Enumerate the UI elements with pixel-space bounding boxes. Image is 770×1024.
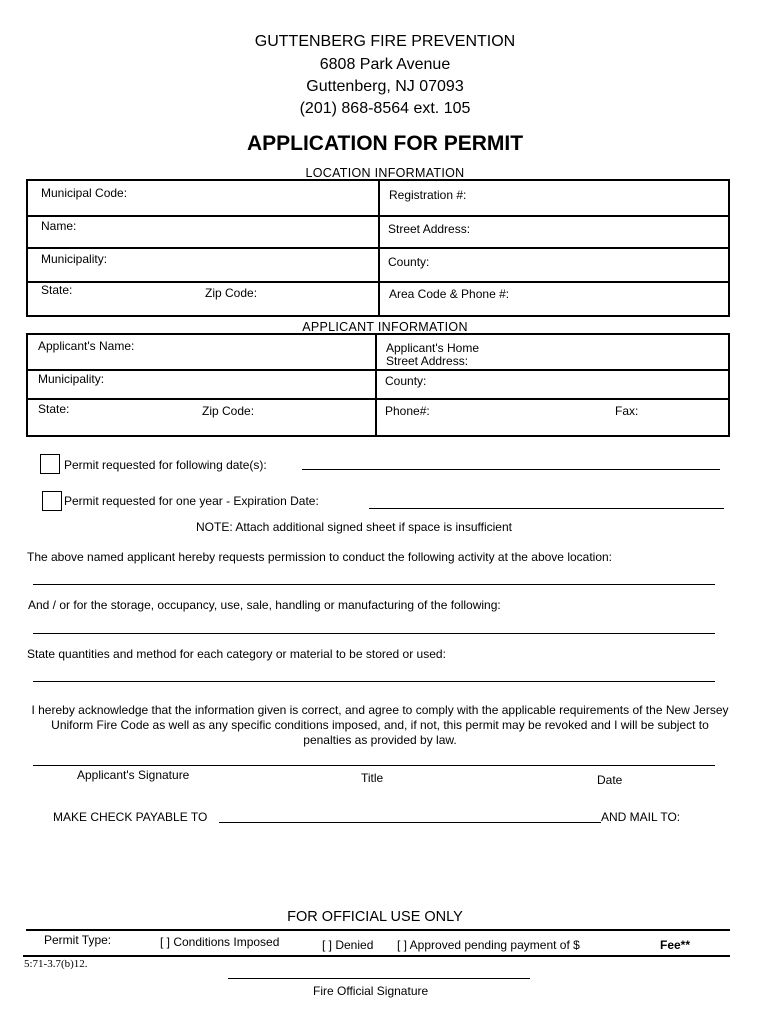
street-address-field[interactable]: Street Address: bbox=[388, 222, 471, 236]
org-address: 6808 Park Avenue bbox=[319, 56, 451, 73]
org-city: Guttenberg, NJ 07093 bbox=[306, 78, 464, 95]
activity-line[interactable] bbox=[33, 584, 715, 585]
municipal-code-field[interactable]: Municipal Code: bbox=[41, 186, 128, 200]
official-top-line bbox=[26, 929, 730, 931]
signature-line[interactable] bbox=[33, 765, 715, 766]
applicant-municipality-field[interactable]: Municipality: bbox=[38, 372, 105, 386]
payable-label: MAKE CHECK PAYABLE TO bbox=[53, 810, 208, 824]
zip-field[interactable]: Zip Code: bbox=[205, 286, 258, 300]
dates-label: Permit requested for following date(s): bbox=[64, 458, 267, 472]
state-field[interactable]: State: bbox=[41, 283, 73, 297]
applicant-phone-field[interactable]: Phone#: bbox=[385, 404, 430, 418]
storage-line[interactable] bbox=[33, 633, 715, 634]
applicant-home-line2: Street Address: bbox=[386, 354, 469, 368]
county-field[interactable]: County: bbox=[388, 255, 430, 269]
applicant-signature-label: Applicant's Signature bbox=[77, 768, 190, 782]
org-phone: (201) 868-8564 ext. 105 bbox=[299, 100, 471, 117]
applicant-divider bbox=[375, 333, 377, 437]
storage-text: And / or for the storage, occupancy, use, sale, handling or manufacturing of the following: bbox=[28, 598, 501, 612]
applicant-home-line1: Applicant's Home bbox=[386, 341, 479, 355]
request-text: The above named applicant hereby requests permission to conduct the following activity at the above location: bbox=[27, 550, 613, 564]
permit-type-label: Permit Type: bbox=[44, 933, 112, 947]
applicant-state-field[interactable]: State: bbox=[38, 402, 70, 416]
date-label: Date bbox=[597, 773, 623, 787]
applicant-heading: APPLICANT INFORMATION bbox=[302, 320, 468, 334]
registration-field[interactable]: Registration #: bbox=[389, 188, 467, 202]
org-name: GUTTENBERG FIRE PREVENTION bbox=[254, 33, 516, 50]
acknowledgement-text: I hereby acknowledge that the information given is correct, and agree to comply with the applicable requirements of the New Jersey Uniform Fire Code as well as any specific conditions imposed, and, if not, this permit may be revoked and I will be subject to penalties as provided by law. bbox=[31, 703, 729, 747]
approved-option[interactable]: [ ] Approved pending payment of $ bbox=[397, 938, 580, 952]
conditions-option[interactable]: [ ] Conditions Imposed bbox=[160, 935, 280, 949]
municipality-field[interactable]: Municipality: bbox=[41, 252, 108, 266]
expiration-line[interactable] bbox=[369, 508, 724, 509]
one-year-label: Permit requested for one year - Expiration Date: bbox=[64, 494, 319, 508]
quantities-text: State quantities and method for each category or material to be stored or used: bbox=[27, 647, 446, 661]
applicant-row-line bbox=[26, 369, 730, 371]
location-row-line bbox=[26, 281, 730, 283]
attach-note: NOTE: Attach additional signed sheet if space is insufficient bbox=[196, 520, 512, 534]
official-bottom-line bbox=[23, 955, 730, 957]
name-field[interactable]: Name: bbox=[41, 219, 77, 233]
fee-label: Fee** bbox=[660, 938, 691, 952]
code-reference: 5:71-3.7(b)12. bbox=[24, 958, 88, 970]
payable-line[interactable] bbox=[219, 822, 601, 823]
applicant-home-address-field[interactable] bbox=[386, 342, 479, 368]
location-row-line bbox=[26, 215, 730, 217]
dates-line[interactable] bbox=[302, 469, 720, 470]
official-heading: FOR OFFICIAL USE ONLY bbox=[287, 909, 463, 925]
one-year-checkbox[interactable] bbox=[42, 491, 62, 511]
location-heading: LOCATION INFORMATION bbox=[305, 166, 465, 180]
dates-checkbox[interactable] bbox=[40, 454, 60, 474]
applicant-fax-field[interactable]: Fax: bbox=[615, 404, 639, 418]
quantities-line[interactable] bbox=[33, 681, 715, 682]
denied-option[interactable]: [ ] Denied bbox=[322, 938, 374, 952]
applicant-county-field[interactable]: County: bbox=[385, 374, 427, 388]
applicant-zip-field[interactable]: Zip Code: bbox=[202, 404, 255, 418]
location-row-line bbox=[26, 247, 730, 249]
mail-label: AND MAIL TO: bbox=[601, 810, 681, 824]
applicant-row-line bbox=[26, 398, 730, 400]
area-phone-field[interactable]: Area Code & Phone #: bbox=[389, 287, 510, 301]
title-label: Title bbox=[361, 771, 384, 785]
fire-signature-label: Fire Official Signature bbox=[313, 984, 429, 998]
fire-signature-line[interactable] bbox=[228, 978, 530, 979]
page-title: APPLICATION FOR PERMIT bbox=[246, 132, 524, 155]
applicant-name-field[interactable]: Applicant's Name: bbox=[38, 339, 135, 353]
